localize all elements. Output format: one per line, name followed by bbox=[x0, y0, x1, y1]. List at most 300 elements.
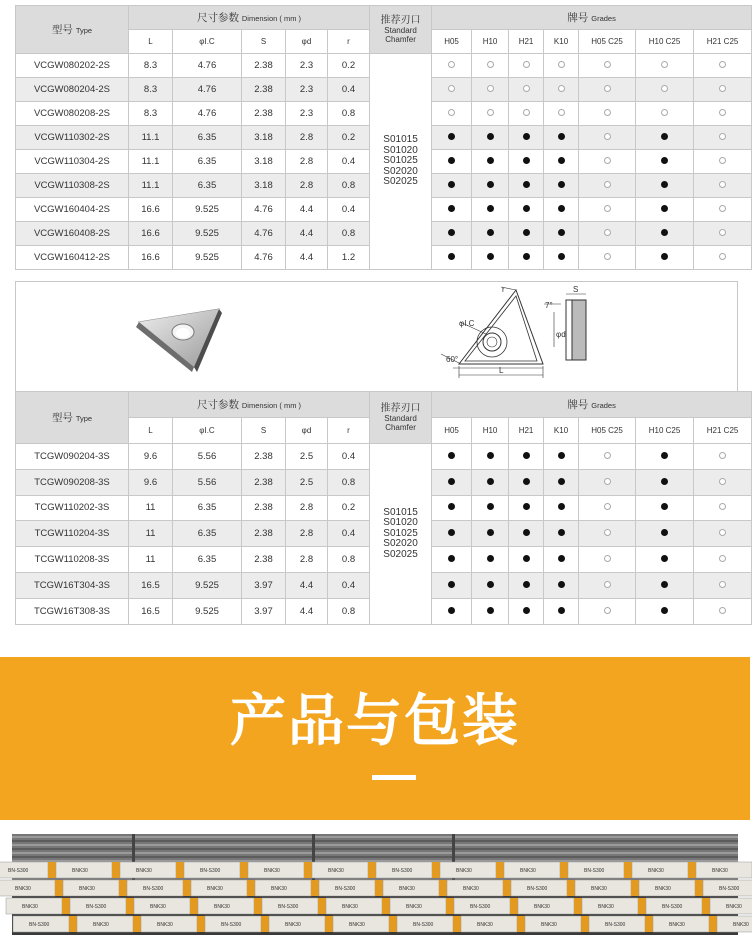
filled-dot-icon bbox=[448, 133, 455, 140]
product-box bbox=[383, 880, 447, 896]
hollow-dot-icon bbox=[604, 253, 611, 260]
box-label: BNK30 bbox=[79, 886, 95, 892]
box-label: BNK30 bbox=[157, 922, 173, 928]
grade-cell bbox=[544, 469, 579, 495]
filled-dot-icon bbox=[487, 581, 494, 588]
grade-cell bbox=[544, 598, 579, 624]
box-label: BN-S300 bbox=[584, 868, 605, 874]
grade-cell bbox=[472, 521, 509, 547]
grade-cell bbox=[544, 444, 579, 470]
grade-cell bbox=[694, 78, 752, 102]
product-box bbox=[77, 916, 141, 932]
grade-cell bbox=[694, 444, 752, 470]
filled-dot-icon bbox=[523, 581, 530, 588]
grade-cell bbox=[579, 102, 636, 126]
box-label: BNK30 bbox=[342, 904, 358, 910]
box-label: BN-S300 bbox=[605, 922, 626, 928]
dim-cell: 16.6 bbox=[129, 222, 173, 246]
grade-cell bbox=[579, 150, 636, 174]
filled-dot-icon bbox=[448, 555, 455, 562]
product-box bbox=[582, 898, 646, 914]
dim-cell: 4.76 bbox=[242, 222, 286, 246]
product-box bbox=[518, 898, 582, 914]
grade-cell bbox=[432, 126, 472, 150]
filled-dot-icon bbox=[661, 133, 668, 140]
dim-cell: 0.4 bbox=[328, 150, 370, 174]
product-box bbox=[248, 862, 312, 878]
product-box bbox=[646, 898, 710, 914]
type-cell: TCGW110204-3S bbox=[16, 521, 129, 547]
box-label: BNK30 bbox=[207, 886, 223, 892]
grade-cell bbox=[472, 572, 509, 598]
box-label: BNK30 bbox=[328, 868, 344, 874]
dim-cell: 3.97 bbox=[242, 572, 286, 598]
grade-cell bbox=[432, 598, 472, 624]
hollow-dot-icon bbox=[719, 85, 726, 92]
dim-cell: 2.38 bbox=[242, 521, 286, 547]
filled-dot-icon bbox=[558, 581, 565, 588]
hollow-dot-icon bbox=[661, 109, 668, 116]
filled-dot-icon bbox=[558, 229, 565, 236]
chamfer-header: 推荐刃口 Standard Chamfer bbox=[370, 392, 432, 444]
product-box bbox=[134, 898, 198, 914]
label-L: L bbox=[499, 366, 504, 375]
dim-cell: 4.4 bbox=[286, 598, 328, 624]
grade-cell bbox=[579, 198, 636, 222]
grade-cell bbox=[544, 246, 579, 270]
box-label: BN-S300 bbox=[221, 922, 242, 928]
chamfer-code: S02025 bbox=[383, 176, 418, 188]
dim-cell: 9.525 bbox=[173, 198, 242, 222]
grade-cell bbox=[509, 174, 544, 198]
product-box bbox=[454, 898, 518, 914]
insert-3d-icon bbox=[136, 309, 222, 372]
box-label: BN-S300 bbox=[335, 886, 356, 892]
grade-cell bbox=[694, 54, 752, 78]
box-label: BN-S300 bbox=[278, 904, 299, 910]
grade-cell bbox=[509, 598, 544, 624]
grade-cell bbox=[509, 521, 544, 547]
grade-cell bbox=[472, 126, 509, 150]
grade-cell bbox=[636, 78, 694, 102]
dim-cell: 16.6 bbox=[129, 198, 173, 222]
product-box bbox=[56, 862, 120, 878]
dim-cell: 0.8 bbox=[328, 174, 370, 198]
hollow-dot-icon bbox=[487, 85, 494, 92]
col-header: φd bbox=[286, 418, 328, 444]
dimension-header: 尺寸参数 Dimension ( mm ) bbox=[129, 6, 370, 30]
banner-underline bbox=[372, 775, 416, 780]
hollow-dot-icon bbox=[558, 61, 565, 68]
filled-dot-icon bbox=[661, 503, 668, 510]
col-header: S bbox=[242, 418, 286, 444]
dim-cell: 2.38 bbox=[242, 469, 286, 495]
filled-dot-icon bbox=[487, 503, 494, 510]
grade-cell bbox=[636, 54, 694, 78]
grade-cell bbox=[579, 521, 636, 547]
hollow-dot-icon bbox=[719, 205, 726, 212]
grade-cell bbox=[544, 102, 579, 126]
hollow-dot-icon bbox=[604, 61, 611, 68]
grade-cell bbox=[694, 174, 752, 198]
dim-cell: 6.35 bbox=[173, 521, 242, 547]
box-label: BNK30 bbox=[22, 904, 38, 910]
product-box bbox=[127, 880, 191, 896]
product-box bbox=[703, 880, 752, 896]
product-box bbox=[639, 880, 703, 896]
dim-cell: 9.525 bbox=[173, 572, 242, 598]
filled-dot-icon bbox=[558, 452, 565, 459]
product-box bbox=[141, 916, 205, 932]
hollow-dot-icon bbox=[719, 529, 726, 536]
grade-col-header: K10 bbox=[544, 30, 579, 54]
grade-cell bbox=[544, 547, 579, 573]
grade-cell bbox=[636, 174, 694, 198]
dim-cell: 9.6 bbox=[129, 444, 173, 470]
hollow-dot-icon bbox=[448, 85, 455, 92]
type-cell: TCGW16T304-3S bbox=[16, 572, 129, 598]
filled-dot-icon bbox=[558, 607, 565, 614]
box-label: BNK30 bbox=[456, 868, 472, 874]
grade-cell bbox=[472, 150, 509, 174]
filled-dot-icon bbox=[523, 529, 530, 536]
hollow-dot-icon bbox=[448, 109, 455, 116]
hollow-dot-icon bbox=[487, 61, 494, 68]
hollow-dot-icon bbox=[604, 205, 611, 212]
grade-cell bbox=[636, 150, 694, 174]
box-label: BNK30 bbox=[477, 922, 493, 928]
grade-cell bbox=[694, 598, 752, 624]
hollow-dot-icon bbox=[523, 61, 530, 68]
dim-cell: 2.5 bbox=[286, 444, 328, 470]
chamfer-code: S01015 bbox=[383, 506, 418, 518]
hollow-dot-icon bbox=[604, 157, 611, 164]
hollow-dot-icon bbox=[604, 181, 611, 188]
dim-cell: 6.35 bbox=[173, 150, 242, 174]
hollow-dot-icon bbox=[604, 581, 611, 588]
grade-cell bbox=[636, 102, 694, 126]
grade-col-header: H21 bbox=[509, 418, 544, 444]
grade-cell bbox=[579, 222, 636, 246]
grade-cell bbox=[509, 572, 544, 598]
col-header: φI.C bbox=[173, 30, 242, 54]
label-ic: φI.C bbox=[459, 319, 475, 328]
chamfer-code: S02020 bbox=[383, 538, 418, 550]
grade-cell bbox=[509, 444, 544, 470]
label-S: S bbox=[573, 285, 579, 294]
product-box bbox=[269, 916, 333, 932]
product-box bbox=[632, 862, 696, 878]
grade-col-header: H10 bbox=[472, 30, 509, 54]
product-box bbox=[397, 916, 461, 932]
box-label: BNK30 bbox=[669, 922, 685, 928]
type-cell: VCGW110308-2S bbox=[16, 174, 129, 198]
dim-cell: 6.35 bbox=[173, 174, 242, 198]
product-box bbox=[13, 916, 77, 932]
filled-dot-icon bbox=[661, 157, 668, 164]
grade-cell bbox=[579, 572, 636, 598]
dim-cell: 2.38 bbox=[242, 78, 286, 102]
box-label: BNK30 bbox=[655, 886, 671, 892]
grade-cell bbox=[694, 246, 752, 270]
box-label: BNK30 bbox=[591, 886, 607, 892]
product-box bbox=[184, 862, 248, 878]
hollow-dot-icon bbox=[523, 109, 530, 116]
chamfer-header: 推荐刃口 Standard Chamfer bbox=[370, 6, 432, 54]
dim-cell: 0.8 bbox=[328, 598, 370, 624]
type-cell: TCGW110208-3S bbox=[16, 547, 129, 573]
hollow-dot-icon bbox=[604, 478, 611, 485]
filled-dot-icon bbox=[661, 607, 668, 614]
box-label: BNK30 bbox=[463, 886, 479, 892]
filled-dot-icon bbox=[487, 229, 494, 236]
filled-dot-icon bbox=[558, 555, 565, 562]
box-label: BNK30 bbox=[72, 868, 88, 874]
grade-cell bbox=[432, 444, 472, 470]
box-label: BN-S300 bbox=[662, 904, 683, 910]
dim-cell: 2.3 bbox=[286, 78, 328, 102]
grade-cell bbox=[544, 174, 579, 198]
grade-cell bbox=[544, 521, 579, 547]
filled-dot-icon bbox=[448, 529, 455, 536]
product-box bbox=[333, 916, 397, 932]
product-box bbox=[120, 862, 184, 878]
type-cell: VCGW110302-2S bbox=[16, 126, 129, 150]
dim-cell: 9.525 bbox=[173, 246, 242, 270]
dim-cell: 2.3 bbox=[286, 102, 328, 126]
type-cell: VCGW110304-2S bbox=[16, 150, 129, 174]
product-box bbox=[319, 880, 383, 896]
product-box bbox=[710, 898, 752, 914]
product-box bbox=[653, 916, 717, 932]
hollow-dot-icon bbox=[604, 133, 611, 140]
grade-cell bbox=[472, 222, 509, 246]
dim-cell: 3.18 bbox=[242, 126, 286, 150]
filled-dot-icon bbox=[523, 503, 530, 510]
hollow-dot-icon bbox=[558, 85, 565, 92]
banner-title: 产品与包装 bbox=[230, 689, 520, 754]
filled-dot-icon bbox=[661, 581, 668, 588]
filled-dot-icon bbox=[448, 452, 455, 459]
filled-dot-icon bbox=[558, 529, 565, 536]
box-label: BNK30 bbox=[214, 904, 230, 910]
product-box bbox=[6, 898, 70, 914]
filled-dot-icon bbox=[448, 229, 455, 236]
dim-cell: 0.2 bbox=[328, 54, 370, 78]
filled-dot-icon bbox=[487, 253, 494, 260]
filled-dot-icon bbox=[523, 478, 530, 485]
box-label: BNK30 bbox=[541, 922, 557, 928]
product-box bbox=[525, 916, 589, 932]
grade-cell bbox=[544, 572, 579, 598]
hollow-dot-icon bbox=[661, 85, 668, 92]
grade-cell bbox=[579, 246, 636, 270]
hollow-dot-icon bbox=[604, 229, 611, 236]
product-box bbox=[568, 862, 632, 878]
grade-cell bbox=[544, 78, 579, 102]
dim-cell: 2.38 bbox=[242, 54, 286, 78]
box-label: BNK30 bbox=[271, 886, 287, 892]
grade-cell bbox=[432, 102, 472, 126]
grade-cell bbox=[472, 174, 509, 198]
grade-cell bbox=[472, 78, 509, 102]
grade-cell bbox=[509, 222, 544, 246]
product-box bbox=[504, 862, 568, 878]
chamfer-code: S01020 bbox=[383, 517, 418, 529]
box-label: BN-S300 bbox=[86, 904, 107, 910]
filled-dot-icon bbox=[487, 529, 494, 536]
filled-dot-icon bbox=[558, 205, 565, 212]
grade-cell bbox=[579, 469, 636, 495]
dim-cell: 0.4 bbox=[328, 198, 370, 222]
grade-cell bbox=[432, 495, 472, 521]
grade-cell bbox=[509, 54, 544, 78]
grade-cell bbox=[509, 126, 544, 150]
dim-cell: 9.525 bbox=[173, 222, 242, 246]
grades-header: 牌号 Grades bbox=[432, 6, 752, 30]
box-label: BNK30 bbox=[733, 922, 749, 928]
dim-cell: 2.38 bbox=[242, 547, 286, 573]
col-header: L bbox=[129, 30, 173, 54]
filled-dot-icon bbox=[558, 503, 565, 510]
grade-col-header: H21 C25 bbox=[694, 30, 752, 54]
dim-cell: 6.35 bbox=[173, 495, 242, 521]
chamfer-code: S02020 bbox=[383, 165, 418, 177]
filled-dot-icon bbox=[448, 181, 455, 188]
dim-cell: 2.8 bbox=[286, 150, 328, 174]
grade-cell bbox=[472, 246, 509, 270]
chamfer-code: S01020 bbox=[383, 144, 418, 156]
chamfer-cell bbox=[370, 54, 432, 270]
grade-cell bbox=[509, 246, 544, 270]
dim-cell: 2.38 bbox=[242, 495, 286, 521]
product-box bbox=[326, 898, 390, 914]
dim-cell: 2.3 bbox=[286, 54, 328, 78]
filled-dot-icon bbox=[661, 555, 668, 562]
grade-cell bbox=[432, 174, 472, 198]
dim-cell: 11.1 bbox=[129, 174, 173, 198]
dim-cell: 4.4 bbox=[286, 246, 328, 270]
dim-cell: 5.56 bbox=[173, 469, 242, 495]
table-row bbox=[16, 444, 752, 470]
grade-cell bbox=[636, 246, 694, 270]
col-header: L bbox=[129, 418, 173, 444]
vcgw-spec-table bbox=[15, 5, 752, 270]
filled-dot-icon bbox=[558, 133, 565, 140]
grade-cell bbox=[579, 126, 636, 150]
hollow-dot-icon bbox=[661, 61, 668, 68]
grade-cell bbox=[636, 547, 694, 573]
grade-cell bbox=[509, 150, 544, 174]
col-header: φd bbox=[286, 30, 328, 54]
grade-cell bbox=[694, 521, 752, 547]
filled-dot-icon bbox=[523, 452, 530, 459]
hollow-dot-icon bbox=[719, 61, 726, 68]
type-cell: TCGW16T308-3S bbox=[16, 598, 129, 624]
product-box bbox=[205, 916, 269, 932]
type-cell: VCGW160404-2S bbox=[16, 198, 129, 222]
label-angle: 60° bbox=[446, 355, 459, 364]
hollow-dot-icon bbox=[719, 181, 726, 188]
box-label: BNK30 bbox=[406, 904, 422, 910]
box-label: BNK30 bbox=[15, 886, 31, 892]
product-box bbox=[390, 898, 454, 914]
filled-dot-icon bbox=[558, 253, 565, 260]
product-box bbox=[312, 862, 376, 878]
grade-cell bbox=[579, 547, 636, 573]
dim-cell: 4.76 bbox=[173, 102, 242, 126]
dim-cell: 0.4 bbox=[328, 572, 370, 598]
filled-dot-icon bbox=[523, 181, 530, 188]
dim-cell: 0.8 bbox=[328, 547, 370, 573]
dimension-header: 尺寸参数 Dimension ( mm ) bbox=[129, 392, 370, 418]
grade-cell bbox=[694, 102, 752, 126]
grade-cell bbox=[509, 495, 544, 521]
product-box bbox=[255, 880, 319, 896]
dim-cell: 3.18 bbox=[242, 174, 286, 198]
box-label: BNK30 bbox=[726, 904, 742, 910]
type-header: 型号 Type bbox=[16, 392, 129, 444]
hollow-dot-icon bbox=[719, 555, 726, 562]
hollow-dot-icon bbox=[604, 607, 611, 614]
grade-col-header: H10 C25 bbox=[636, 30, 694, 54]
grade-cell bbox=[636, 469, 694, 495]
dim-cell: 16.5 bbox=[129, 598, 173, 624]
dim-cell: 6.35 bbox=[173, 547, 242, 573]
hollow-dot-icon bbox=[558, 109, 565, 116]
product-box bbox=[589, 916, 653, 932]
grade-cell bbox=[694, 495, 752, 521]
product-box bbox=[0, 880, 63, 896]
grade-cell bbox=[432, 572, 472, 598]
grade-col-header: H05 bbox=[432, 418, 472, 444]
grade-cell bbox=[636, 444, 694, 470]
grade-cell bbox=[544, 222, 579, 246]
dim-cell: 8.3 bbox=[129, 78, 173, 102]
dim-cell: 2.8 bbox=[286, 495, 328, 521]
box-label: BN-S300 bbox=[470, 904, 491, 910]
grade-cell bbox=[579, 444, 636, 470]
label-7deg: 7° bbox=[545, 301, 553, 310]
hollow-dot-icon bbox=[604, 529, 611, 536]
filled-dot-icon bbox=[448, 478, 455, 485]
product-box bbox=[198, 898, 262, 914]
tcgw-insert-drawing bbox=[16, 282, 739, 392]
filled-dot-icon bbox=[448, 157, 455, 164]
packaging-photo-image bbox=[8, 834, 749, 935]
dim-cell: 2.38 bbox=[242, 444, 286, 470]
dim-cell: 2.38 bbox=[242, 102, 286, 126]
grade-cell bbox=[432, 469, 472, 495]
grade-cell bbox=[432, 521, 472, 547]
filled-dot-icon bbox=[661, 529, 668, 536]
dim-cell: 4.76 bbox=[173, 54, 242, 78]
insert-diagram-panel bbox=[15, 281, 738, 391]
table-row bbox=[16, 54, 752, 78]
dim-cell: 6.35 bbox=[173, 126, 242, 150]
hollow-dot-icon bbox=[719, 452, 726, 459]
grade-cell bbox=[694, 222, 752, 246]
grade-cell bbox=[432, 547, 472, 573]
dim-cell: 11.1 bbox=[129, 126, 173, 150]
product-box bbox=[511, 880, 575, 896]
filled-dot-icon bbox=[487, 133, 494, 140]
filled-dot-icon bbox=[487, 555, 494, 562]
grade-cell bbox=[472, 495, 509, 521]
section-banner bbox=[0, 657, 750, 820]
hollow-dot-icon bbox=[719, 229, 726, 236]
hollow-dot-icon bbox=[719, 581, 726, 588]
